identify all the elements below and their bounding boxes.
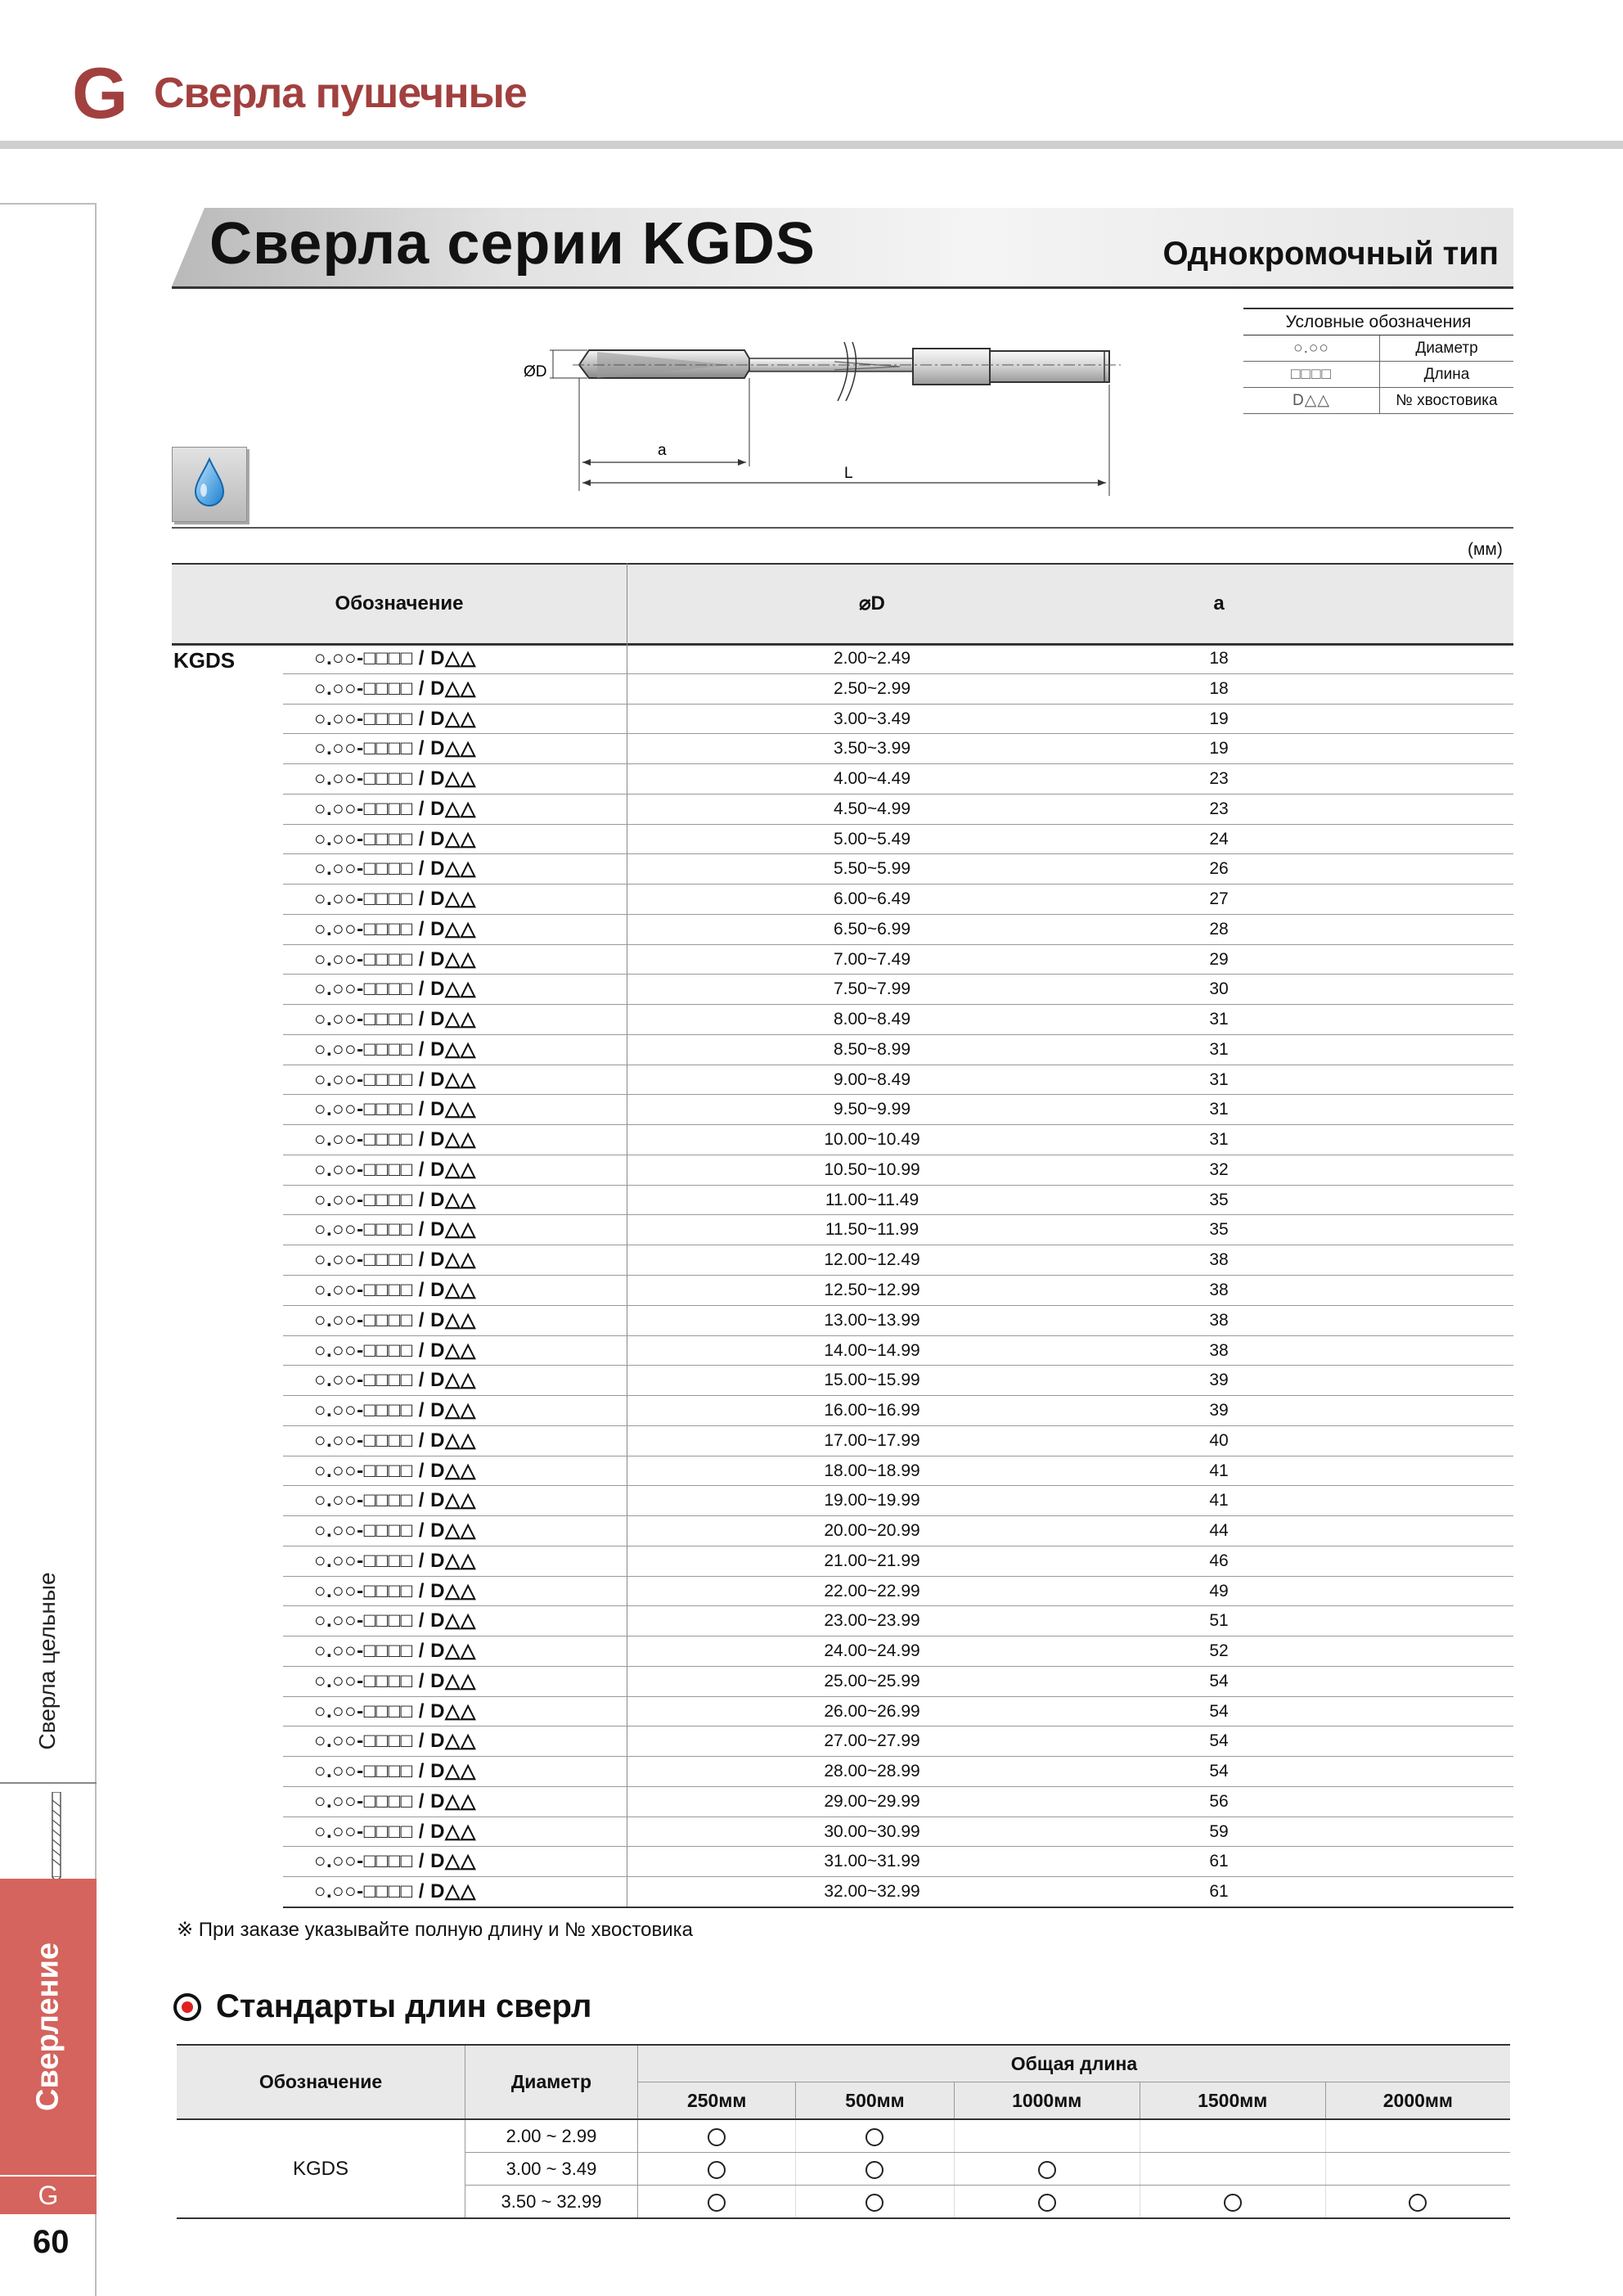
row-a: 41 bbox=[1209, 1461, 1229, 1480]
length-row-diameter: 3.00 ~ 3.49 bbox=[465, 2153, 638, 2186]
legend-symbol: ○.○○ bbox=[1243, 335, 1380, 362]
row-diameter: 13.00~13.99 bbox=[824, 1310, 920, 1330]
length-col-header: 1500мм bbox=[1140, 2082, 1325, 2120]
row-a: 61 bbox=[1209, 1882, 1229, 1902]
available-circle-icon bbox=[1038, 2161, 1056, 2179]
row-code: ○.○○-□□□□ / D△△ bbox=[314, 1489, 476, 1512]
table-row bbox=[172, 1577, 1513, 1607]
row-code: ○.○○-□□□□ / D△△ bbox=[314, 1640, 476, 1663]
table-row bbox=[172, 1877, 1513, 1907]
table-row bbox=[172, 1276, 1513, 1306]
coolant-drop-icon bbox=[172, 447, 247, 522]
row-code: ○.○○-□□□□ / D△△ bbox=[314, 1429, 476, 1452]
table-row bbox=[172, 1426, 1513, 1456]
legend-meaning: Длина bbox=[1380, 362, 1514, 388]
row-code: ○.○○-□□□□ / D△△ bbox=[314, 647, 476, 669]
row-a: 23 bbox=[1209, 769, 1229, 789]
row-a: 38 bbox=[1209, 1340, 1229, 1360]
row-a: 41 bbox=[1209, 1491, 1229, 1510]
row-code: ○.○○-□□□□ / D△△ bbox=[314, 1128, 476, 1151]
table-row bbox=[172, 1186, 1513, 1216]
row-a: 49 bbox=[1209, 1581, 1229, 1600]
row-code: ○.○○-□□□□ / D△△ bbox=[314, 978, 476, 1001]
row-diameter: 3.00~3.49 bbox=[833, 709, 910, 728]
available-circle-icon bbox=[708, 2128, 726, 2146]
row-diameter: 11.50~11.99 bbox=[825, 1220, 919, 1240]
row-diameter: 7.50~7.99 bbox=[833, 979, 910, 999]
row-a: 61 bbox=[1209, 1852, 1229, 1871]
legend-meaning: № хвостовика bbox=[1380, 388, 1514, 414]
row-diameter: 9.50~9.99 bbox=[833, 1100, 910, 1119]
available-circle-icon bbox=[865, 2194, 883, 2212]
row-code: ○.○○-□□□□ / D△△ bbox=[314, 1369, 476, 1392]
table-row bbox=[172, 1817, 1513, 1848]
table-row bbox=[172, 644, 1513, 674]
row-diameter: 11.00~11.49 bbox=[825, 1190, 919, 1209]
table-row bbox=[172, 1486, 1513, 1516]
length-header-code: Обозначение bbox=[177, 2045, 465, 2119]
page-subtitle: Однокромочный тип bbox=[1162, 236, 1499, 272]
row-a: 52 bbox=[1209, 1641, 1229, 1661]
row-code: ○.○○-□□□□ / D△△ bbox=[314, 1730, 476, 1753]
row-code: ○.○○-□□□□ / D△△ bbox=[314, 1790, 476, 1812]
row-a: 31 bbox=[1209, 1010, 1229, 1029]
table-row bbox=[172, 1667, 1513, 1697]
availability-cell bbox=[796, 2119, 954, 2153]
row-a: 59 bbox=[1209, 1821, 1229, 1841]
length-l-label: L bbox=[844, 465, 853, 482]
header-code: Обозначение bbox=[335, 592, 464, 615]
bullet-target-icon bbox=[173, 1993, 201, 2021]
row-a: 24 bbox=[1209, 829, 1229, 849]
row-code: ○.○○-□□□□ / D△△ bbox=[314, 1609, 476, 1632]
length-col-header: 1000мм bbox=[954, 2082, 1140, 2120]
diameter-label: ØD bbox=[524, 363, 547, 380]
availability-cell bbox=[1325, 2119, 1510, 2153]
row-diameter: 10.50~10.99 bbox=[824, 1159, 920, 1179]
row-a: 46 bbox=[1209, 1551, 1229, 1570]
availability-cell bbox=[954, 2119, 1140, 2153]
row-diameter: 4.00~4.49 bbox=[833, 769, 910, 789]
row-a: 39 bbox=[1209, 1371, 1229, 1390]
row-diameter: 8.00~8.49 bbox=[833, 1010, 910, 1029]
unit-label: (мм) bbox=[1468, 540, 1503, 559]
row-a: 27 bbox=[1209, 889, 1229, 909]
availability-cell bbox=[1140, 2186, 1325, 2219]
row-diameter: 14.00~14.99 bbox=[824, 1340, 920, 1360]
row-code: ○.○○-□□□□ / D△△ bbox=[314, 1279, 476, 1301]
row-diameter: 25.00~25.99 bbox=[824, 1671, 920, 1690]
row-code: ○.○○-□□□□ / D△△ bbox=[314, 1038, 476, 1060]
table-row bbox=[172, 1697, 1513, 1727]
table-row bbox=[172, 1095, 1513, 1125]
row-code: ○.○○-□□□□ / D△△ bbox=[314, 1188, 476, 1211]
row-code: ○.○○-□□□□ / D△△ bbox=[314, 1699, 476, 1722]
row-a: 29 bbox=[1209, 949, 1229, 969]
length-row-diameter: 3.50 ~ 32.99 bbox=[465, 2186, 638, 2219]
row-diameter: 2.00~2.49 bbox=[833, 649, 910, 668]
row-diameter: 10.00~10.49 bbox=[824, 1130, 920, 1150]
available-circle-icon bbox=[865, 2128, 883, 2146]
table-row bbox=[172, 1215, 1513, 1245]
row-code: ○.○○-□□□□ / D△△ bbox=[314, 677, 476, 700]
availability-cell bbox=[638, 2153, 796, 2186]
row-a: 18 bbox=[1209, 649, 1229, 668]
table-row bbox=[172, 674, 1513, 705]
table-row bbox=[172, 885, 1513, 915]
table-row bbox=[172, 734, 1513, 764]
row-diameter: 26.00~26.99 bbox=[824, 1701, 920, 1721]
availability-cell bbox=[1140, 2153, 1325, 2186]
table-row bbox=[172, 1005, 1513, 1035]
row-diameter: 18.00~18.99 bbox=[824, 1461, 920, 1480]
sidebar-top-border bbox=[0, 203, 95, 205]
length-table-body bbox=[177, 2119, 1510, 2218]
series-label: KGDS bbox=[173, 648, 236, 673]
row-a: 19 bbox=[1209, 709, 1229, 728]
sidebar-letter-tab: G bbox=[0, 2177, 97, 2214]
availability-cell bbox=[1325, 2186, 1510, 2219]
row-a: 35 bbox=[1209, 1190, 1229, 1209]
table-row bbox=[172, 1336, 1513, 1366]
row-diameter: 22.00~22.99 bbox=[824, 1581, 920, 1600]
row-diameter: 32.00~32.99 bbox=[824, 1882, 920, 1902]
row-code: ○.○○-□□□□ / D△△ bbox=[314, 1158, 476, 1181]
row-code: ○.○○-□□□□ / D△△ bbox=[314, 1008, 476, 1031]
header-a: a bbox=[1213, 592, 1225, 615]
row-diameter: 20.00~20.99 bbox=[824, 1521, 920, 1541]
row-code: ○.○○-□□□□ / D△△ bbox=[314, 1068, 476, 1091]
row-code: ○.○○-□□□□ / D△△ bbox=[314, 1459, 476, 1482]
table-row bbox=[172, 1546, 1513, 1577]
row-code: ○.○○-□□□□ / D△△ bbox=[314, 1880, 476, 1903]
table-row bbox=[172, 1065, 1513, 1096]
table-row bbox=[172, 1245, 1513, 1276]
row-a: 54 bbox=[1209, 1671, 1229, 1690]
table-row bbox=[172, 1456, 1513, 1487]
row-code: ○.○○-□□□□ / D△△ bbox=[314, 768, 476, 790]
table-row bbox=[172, 1035, 1513, 1065]
length-col-header: 500мм bbox=[796, 2082, 954, 2120]
row-code: ○.○○-□□□□ / D△△ bbox=[314, 1339, 476, 1362]
table-row bbox=[172, 945, 1513, 975]
sidebar-section-label: Сверление bbox=[30, 1943, 65, 2111]
section-divider bbox=[172, 527, 1513, 529]
available-circle-icon bbox=[1038, 2194, 1056, 2212]
row-diameter: 31.00~31.99 bbox=[824, 1852, 920, 1871]
order-note: ※ При заказе указывайте полную длину и № хвостовика bbox=[177, 1919, 693, 1941]
table-row bbox=[172, 1847, 1513, 1877]
row-code: ○.○○-□□□□ / D△△ bbox=[314, 1549, 476, 1572]
row-a: 18 bbox=[1209, 678, 1229, 698]
availability-cell bbox=[1325, 2153, 1510, 2186]
length-table bbox=[177, 2044, 1510, 2219]
row-a: 31 bbox=[1209, 1130, 1229, 1150]
row-code: ○.○○-□□□□ / D△△ bbox=[314, 1579, 476, 1602]
availability-cell bbox=[638, 2186, 796, 2219]
row-a: 38 bbox=[1209, 1310, 1229, 1330]
row-a: 28 bbox=[1209, 919, 1229, 939]
table-row bbox=[172, 915, 1513, 945]
row-a: 51 bbox=[1209, 1611, 1229, 1631]
available-circle-icon bbox=[708, 2194, 726, 2212]
length-section-title: Стандарты длин сверл bbox=[216, 1988, 592, 2024]
main-table-body bbox=[172, 644, 1513, 1907]
row-a: 54 bbox=[1209, 1731, 1229, 1751]
row-a: 26 bbox=[1209, 859, 1229, 879]
table-row bbox=[172, 854, 1513, 885]
row-code: ○.○○-□□□□ / D△△ bbox=[314, 1760, 476, 1783]
section-letter: G bbox=[72, 52, 128, 133]
table-row bbox=[172, 1396, 1513, 1426]
table-row bbox=[172, 795, 1513, 825]
row-a: 56 bbox=[1209, 1791, 1229, 1811]
table-row bbox=[172, 1636, 1513, 1667]
row-code: ○.○○-□□□□ / D△△ bbox=[314, 1249, 476, 1272]
length-row-diameter: 2.00 ~ 2.99 bbox=[465, 2119, 638, 2153]
row-code: ○.○○-□□□□ / D△△ bbox=[314, 1850, 476, 1873]
row-diameter: 9.00~8.49 bbox=[833, 1069, 910, 1089]
row-code: ○.○○-□□□□ / D△△ bbox=[314, 1820, 476, 1843]
row-code: ○.○○-□□□□ / D△△ bbox=[314, 1399, 476, 1422]
sidebar-category bbox=[0, 1555, 95, 1767]
row-code: ○.○○-□□□□ / D△△ bbox=[314, 827, 476, 850]
row-code: ○.○○-□□□□ / D△△ bbox=[314, 1098, 476, 1121]
availability-cell bbox=[796, 2186, 954, 2219]
row-diameter: 23.00~23.99 bbox=[824, 1611, 920, 1631]
row-code: ○.○○-□□□□ / D△△ bbox=[314, 1308, 476, 1331]
page-title: Сверла серии KGDS bbox=[209, 211, 816, 277]
availability-cell bbox=[638, 2119, 796, 2153]
table-row bbox=[172, 1727, 1513, 1757]
legend-row bbox=[1243, 335, 1513, 362]
row-a: 38 bbox=[1209, 1250, 1229, 1270]
availability-cell bbox=[954, 2186, 1140, 2219]
row-a: 40 bbox=[1209, 1430, 1229, 1450]
row-diameter: 17.00~17.99 bbox=[824, 1430, 920, 1450]
length-row bbox=[177, 2119, 1510, 2153]
row-diameter: 29.00~29.99 bbox=[824, 1791, 920, 1811]
table-row bbox=[172, 1155, 1513, 1186]
row-code: ○.○○-□□□□ / D△△ bbox=[314, 888, 476, 911]
table-bottom-rule bbox=[283, 1907, 1513, 1908]
legend-symbol: D△△ bbox=[1243, 388, 1380, 414]
legend-row bbox=[1243, 388, 1513, 414]
availability-cell bbox=[1140, 2119, 1325, 2153]
row-a: 32 bbox=[1209, 1159, 1229, 1179]
length-header-diameter: Диаметр bbox=[465, 2045, 638, 2119]
row-a: 38 bbox=[1209, 1281, 1229, 1299]
row-a: 30 bbox=[1209, 979, 1229, 999]
row-code: ○.○○-□□□□ / D△△ bbox=[314, 737, 476, 760]
row-diameter: 16.00~16.99 bbox=[824, 1401, 920, 1420]
header-divider bbox=[0, 141, 1623, 149]
length-a-label: a bbox=[658, 442, 667, 459]
row-a: 23 bbox=[1209, 799, 1229, 818]
row-code: ○.○○-□□□□ / D△△ bbox=[314, 1218, 476, 1241]
legend-row bbox=[1243, 362, 1513, 388]
sidebar-category-label: Сверла цельные bbox=[34, 1572, 60, 1750]
length-header-total: Общая длина bbox=[638, 2045, 1511, 2082]
row-a: 31 bbox=[1209, 1100, 1229, 1119]
legend-meaning: Диаметр bbox=[1380, 335, 1514, 362]
row-diameter: 28.00~28.99 bbox=[824, 1762, 920, 1781]
row-a: 54 bbox=[1209, 1762, 1229, 1781]
main-table-header bbox=[172, 563, 1513, 646]
row-code: ○.○○-□□□□ / D△△ bbox=[314, 948, 476, 970]
legend-title: Условные обозначения bbox=[1243, 308, 1513, 335]
drill-drawing bbox=[507, 327, 1129, 507]
row-code: ○.○○-□□□□ / D△△ bbox=[314, 1669, 476, 1692]
row-a: 31 bbox=[1209, 1039, 1229, 1059]
table-row bbox=[172, 1125, 1513, 1155]
row-code: ○.○○-□□□□ / D△△ bbox=[314, 917, 476, 940]
row-diameter: 12.00~12.49 bbox=[824, 1250, 920, 1270]
table-row bbox=[172, 705, 1513, 735]
row-a: 39 bbox=[1209, 1401, 1229, 1420]
table-row bbox=[172, 1306, 1513, 1336]
row-a: 54 bbox=[1209, 1701, 1229, 1721]
row-a: 31 bbox=[1209, 1069, 1229, 1089]
table-row bbox=[172, 1787, 1513, 1817]
length-series: KGDS bbox=[177, 2119, 465, 2218]
table-row bbox=[172, 1516, 1513, 1546]
row-diameter: 7.00~7.49 bbox=[833, 949, 910, 969]
row-code: ○.○○-□□□□ / D△△ bbox=[314, 707, 476, 730]
availability-cell bbox=[954, 2153, 1140, 2186]
table-row bbox=[172, 825, 1513, 855]
row-diameter: 21.00~21.99 bbox=[824, 1551, 920, 1570]
page-header-title: Сверла пушечные bbox=[154, 70, 527, 117]
available-circle-icon bbox=[1409, 2194, 1427, 2212]
table-row bbox=[172, 975, 1513, 1005]
row-diameter: 4.50~4.99 bbox=[833, 799, 910, 818]
banner-corner bbox=[172, 208, 205, 286]
row-diameter: 2.50~2.99 bbox=[833, 678, 910, 698]
row-diameter: 19.00~19.99 bbox=[824, 1491, 920, 1510]
row-diameter: 27.00~27.99 bbox=[824, 1731, 920, 1751]
row-diameter: 5.00~5.49 bbox=[833, 829, 910, 849]
row-a: 35 bbox=[1209, 1220, 1229, 1240]
row-diameter: 5.50~5.99 bbox=[833, 859, 910, 879]
row-diameter: 3.50~3.99 bbox=[833, 739, 910, 759]
row-diameter: 30.00~30.99 bbox=[824, 1821, 920, 1841]
drill-icon bbox=[47, 1792, 65, 1882]
row-code: ○.○○-□□□□ / D△△ bbox=[314, 1519, 476, 1542]
row-diameter: 24.00~24.99 bbox=[824, 1641, 920, 1661]
row-diameter: 6.50~6.99 bbox=[833, 919, 910, 939]
row-diameter: 12.50~12.99 bbox=[824, 1281, 920, 1299]
availability-cell bbox=[796, 2153, 954, 2186]
length-col-header: 250мм bbox=[638, 2082, 796, 2120]
row-code: ○.○○-□□□□ / D△△ bbox=[314, 797, 476, 820]
table-row bbox=[172, 1757, 1513, 1787]
header-diameter: ⌀D bbox=[859, 592, 885, 615]
row-a: 44 bbox=[1209, 1521, 1229, 1541]
row-diameter: 15.00~15.99 bbox=[824, 1371, 920, 1390]
page-number: 60 bbox=[33, 2224, 70, 2260]
sidebar-separator bbox=[0, 1782, 97, 1784]
sidebar-section-tab bbox=[0, 1879, 97, 2175]
table-row bbox=[172, 764, 1513, 795]
row-code: ○.○○-□□□□ / D△△ bbox=[314, 858, 476, 880]
available-circle-icon bbox=[865, 2161, 883, 2179]
table-row bbox=[172, 1606, 1513, 1636]
available-circle-icon bbox=[708, 2161, 726, 2179]
row-diameter: 8.50~8.99 bbox=[833, 1039, 910, 1059]
row-a: 19 bbox=[1209, 739, 1229, 759]
table-row bbox=[172, 1366, 1513, 1396]
length-col-header: 2000мм bbox=[1325, 2082, 1510, 2120]
banner-underline bbox=[172, 286, 1513, 289]
legend-symbol: □□□□ bbox=[1243, 362, 1380, 388]
available-circle-icon bbox=[1224, 2194, 1242, 2212]
row-diameter: 6.00~6.49 bbox=[833, 889, 910, 909]
legend-table bbox=[1243, 308, 1513, 414]
